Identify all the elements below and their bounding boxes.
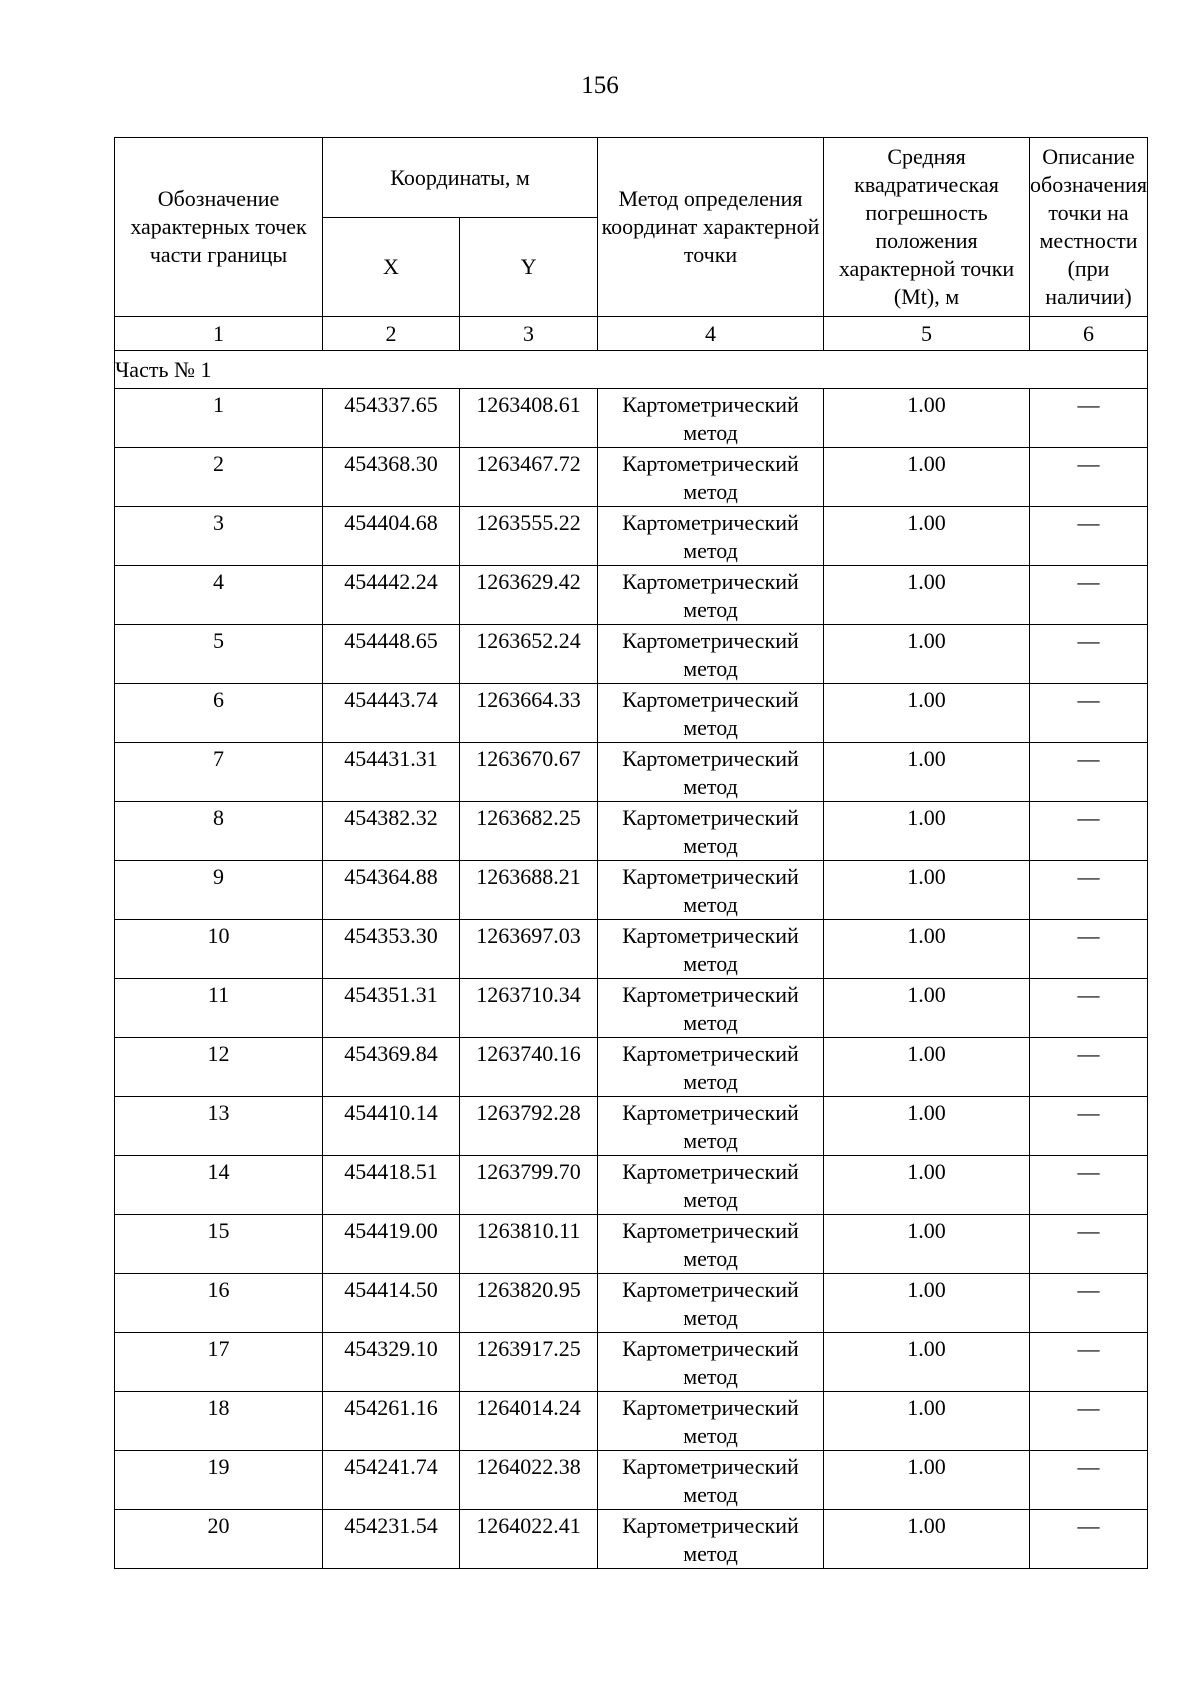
description-cell: — bbox=[1030, 1392, 1148, 1451]
x-coordinate-cell: 454329.10 bbox=[323, 1333, 460, 1392]
method-cell bbox=[598, 625, 824, 684]
y-coordinate-cell: 1264022.38 bbox=[460, 1451, 598, 1510]
method-line-2: метод bbox=[683, 479, 738, 504]
y-coordinate-cell: 1263697.03 bbox=[460, 920, 598, 979]
method-line-1: Картометрический bbox=[622, 1100, 799, 1125]
point-number-cell: 14 bbox=[115, 1156, 323, 1215]
column-number: 1 bbox=[115, 317, 323, 351]
description-cell: — bbox=[1030, 625, 1148, 684]
header-x: X bbox=[323, 218, 460, 317]
description-cell: — bbox=[1030, 861, 1148, 920]
x-coordinate-cell: 454231.54 bbox=[323, 1510, 460, 1569]
method-cell bbox=[598, 684, 824, 743]
method-line-1: Картометрический bbox=[622, 510, 799, 535]
description-cell: — bbox=[1030, 1333, 1148, 1392]
method-cell bbox=[598, 1097, 824, 1156]
point-number-cell: 15 bbox=[115, 1215, 323, 1274]
point-number-cell: 5 bbox=[115, 625, 323, 684]
method-line-1: Картометрический bbox=[622, 687, 799, 712]
table-row bbox=[115, 920, 1148, 979]
y-coordinate-cell: 1263810.11 bbox=[460, 1215, 598, 1274]
x-coordinate-cell: 454364.88 bbox=[323, 861, 460, 920]
header-error: Средняя квадратическая погрешность положения характерной точки (Mt), м bbox=[824, 138, 1030, 317]
x-coordinate-cell: 454418.51 bbox=[323, 1156, 460, 1215]
table-row bbox=[115, 1038, 1148, 1097]
point-number-cell: 2 bbox=[115, 448, 323, 507]
table-row bbox=[115, 566, 1148, 625]
error-cell: 1.00 bbox=[824, 802, 1030, 861]
method-line-1: Картометрический bbox=[622, 1395, 799, 1420]
method-cell bbox=[598, 1392, 824, 1451]
table-row bbox=[115, 979, 1148, 1038]
method-line-1: Картометрический bbox=[622, 1454, 799, 1479]
description-cell: — bbox=[1030, 389, 1148, 448]
coordinates-table bbox=[114, 137, 1148, 1569]
y-coordinate-cell: 1263710.34 bbox=[460, 979, 598, 1038]
error-cell: 1.00 bbox=[824, 1038, 1030, 1097]
method-line-1: Картометрический bbox=[622, 1159, 799, 1184]
y-coordinate-cell: 1263740.16 bbox=[460, 1038, 598, 1097]
table-row bbox=[115, 1215, 1148, 1274]
description-cell: — bbox=[1030, 1510, 1148, 1569]
error-cell: 1.00 bbox=[824, 1392, 1030, 1451]
method-line-1: Картометрический bbox=[622, 923, 799, 948]
point-number-cell: 19 bbox=[115, 1451, 323, 1510]
method-cell bbox=[598, 743, 824, 802]
method-line-2: метод bbox=[683, 1423, 738, 1448]
x-coordinate-cell: 454419.00 bbox=[323, 1215, 460, 1274]
column-number: 5 bbox=[824, 317, 1030, 351]
table-row bbox=[115, 389, 1148, 448]
method-cell bbox=[598, 389, 824, 448]
x-coordinate-cell: 454382.32 bbox=[323, 802, 460, 861]
method-line-1: Картометрический bbox=[622, 805, 799, 830]
point-number-cell: 6 bbox=[115, 684, 323, 743]
x-coordinate-cell: 454337.65 bbox=[323, 389, 460, 448]
method-line-2: метод bbox=[683, 420, 738, 445]
column-number-row bbox=[115, 317, 1148, 351]
method-line-1: Картометрический bbox=[622, 451, 799, 476]
error-cell: 1.00 bbox=[824, 920, 1030, 979]
method-line-2: метод bbox=[683, 656, 738, 681]
x-coordinate-cell: 454410.14 bbox=[323, 1097, 460, 1156]
point-number-cell: 4 bbox=[115, 566, 323, 625]
method-line-1: Картометрический bbox=[622, 628, 799, 653]
method-line-2: метод bbox=[683, 1187, 738, 1212]
method-line-2: метод bbox=[683, 951, 738, 976]
method-line-2: метод bbox=[683, 1305, 738, 1330]
method-cell bbox=[598, 1038, 824, 1097]
table-row bbox=[115, 1451, 1148, 1510]
header-y: Y bbox=[460, 218, 598, 317]
description-cell: — bbox=[1030, 684, 1148, 743]
description-cell: — bbox=[1030, 1156, 1148, 1215]
x-coordinate-cell: 454431.31 bbox=[323, 743, 460, 802]
method-cell bbox=[598, 1333, 824, 1392]
y-coordinate-cell: 1263652.24 bbox=[460, 625, 598, 684]
method-cell bbox=[598, 920, 824, 979]
column-number: 2 bbox=[323, 317, 460, 351]
description-cell: — bbox=[1030, 448, 1148, 507]
part-label: Часть № 1 bbox=[115, 351, 1148, 389]
error-cell: 1.00 bbox=[824, 1274, 1030, 1333]
method-line-2: метод bbox=[683, 597, 738, 622]
method-line-2: метод bbox=[683, 1069, 738, 1094]
method-cell bbox=[598, 861, 824, 920]
method-line-1: Картометрический bbox=[622, 1277, 799, 1302]
point-number-cell: 10 bbox=[115, 920, 323, 979]
table-row bbox=[115, 1274, 1148, 1333]
method-line-2: метод bbox=[683, 1246, 738, 1271]
x-coordinate-cell: 454414.50 bbox=[323, 1274, 460, 1333]
y-coordinate-cell: 1263408.61 bbox=[460, 389, 598, 448]
table-row bbox=[115, 507, 1148, 566]
method-line-1: Картометрический bbox=[622, 982, 799, 1007]
method-line-2: метод bbox=[683, 833, 738, 858]
column-number: 3 bbox=[460, 317, 598, 351]
description-cell: — bbox=[1030, 1097, 1148, 1156]
header-method: Метод определения координат характерной точки bbox=[598, 138, 824, 317]
point-number-cell: 7 bbox=[115, 743, 323, 802]
x-coordinate-cell: 454442.24 bbox=[323, 566, 460, 625]
method-cell bbox=[598, 507, 824, 566]
error-cell: 1.00 bbox=[824, 861, 1030, 920]
x-coordinate-cell: 454448.65 bbox=[323, 625, 460, 684]
error-cell: 1.00 bbox=[824, 1215, 1030, 1274]
y-coordinate-cell: 1263917.25 bbox=[460, 1333, 598, 1392]
error-cell: 1.00 bbox=[824, 1156, 1030, 1215]
point-number-cell: 20 bbox=[115, 1510, 323, 1569]
point-number-cell: 13 bbox=[115, 1097, 323, 1156]
y-coordinate-cell: 1264014.24 bbox=[460, 1392, 598, 1451]
table-row bbox=[115, 625, 1148, 684]
method-cell bbox=[598, 1451, 824, 1510]
error-cell: 1.00 bbox=[824, 389, 1030, 448]
method-cell bbox=[598, 448, 824, 507]
point-number-cell: 1 bbox=[115, 389, 323, 448]
y-coordinate-cell: 1263799.70 bbox=[460, 1156, 598, 1215]
description-cell: — bbox=[1030, 743, 1148, 802]
error-cell: 1.00 bbox=[824, 1097, 1030, 1156]
x-coordinate-cell: 454261.16 bbox=[323, 1392, 460, 1451]
header-description: Описание обозначения точки на местности (при наличии) bbox=[1030, 138, 1148, 317]
table-row bbox=[115, 1333, 1148, 1392]
y-coordinate-cell: 1263555.22 bbox=[460, 507, 598, 566]
point-number-cell: 9 bbox=[115, 861, 323, 920]
y-coordinate-cell: 1264022.41 bbox=[460, 1510, 598, 1569]
point-number-cell: 11 bbox=[115, 979, 323, 1038]
method-cell bbox=[598, 566, 824, 625]
x-coordinate-cell: 454353.30 bbox=[323, 920, 460, 979]
method-cell bbox=[598, 802, 824, 861]
method-cell bbox=[598, 1274, 824, 1333]
error-cell: 1.00 bbox=[824, 507, 1030, 566]
point-number-cell: 3 bbox=[115, 507, 323, 566]
table-row bbox=[115, 743, 1148, 802]
method-line-2: метод bbox=[683, 892, 738, 917]
description-cell: — bbox=[1030, 1274, 1148, 1333]
page-number: 156 bbox=[581, 72, 619, 99]
method-cell bbox=[598, 979, 824, 1038]
column-number: 6 bbox=[1030, 317, 1148, 351]
error-cell: 1.00 bbox=[824, 979, 1030, 1038]
method-line-1: Картометрический bbox=[622, 1218, 799, 1243]
method-line-1: Картометрический bbox=[622, 746, 799, 771]
method-cell bbox=[598, 1510, 824, 1569]
y-coordinate-cell: 1263467.72 bbox=[460, 448, 598, 507]
description-cell: — bbox=[1030, 802, 1148, 861]
table-row bbox=[115, 1097, 1148, 1156]
point-number-cell: 16 bbox=[115, 1274, 323, 1333]
description-cell: — bbox=[1030, 920, 1148, 979]
header-point-designation: Обозначение характерных точек части границы bbox=[115, 138, 323, 317]
method-line-2: метод bbox=[683, 1541, 738, 1566]
method-line-1: Картометрический bbox=[622, 864, 799, 889]
point-number-cell: 8 bbox=[115, 802, 323, 861]
x-coordinate-cell: 454241.74 bbox=[323, 1451, 460, 1510]
x-coordinate-cell: 454351.31 bbox=[323, 979, 460, 1038]
point-number-cell: 12 bbox=[115, 1038, 323, 1097]
method-line-2: метод bbox=[683, 1010, 738, 1035]
error-cell: 1.00 bbox=[824, 448, 1030, 507]
x-coordinate-cell: 454369.84 bbox=[323, 1038, 460, 1097]
method-line-1: Картометрический bbox=[622, 1513, 799, 1538]
point-number-cell: 18 bbox=[115, 1392, 323, 1451]
description-cell: — bbox=[1030, 1038, 1148, 1097]
method-line-1: Картометрический bbox=[622, 1041, 799, 1066]
description-cell: — bbox=[1030, 1451, 1148, 1510]
point-number-cell: 17 bbox=[115, 1333, 323, 1392]
error-cell: 1.00 bbox=[824, 743, 1030, 802]
error-cell: 1.00 bbox=[824, 1451, 1030, 1510]
method-line-2: метод bbox=[683, 715, 738, 740]
description-cell: — bbox=[1030, 979, 1148, 1038]
y-coordinate-cell: 1263688.21 bbox=[460, 861, 598, 920]
method-line-1: Картометрический bbox=[622, 392, 799, 417]
method-line-2: метод bbox=[683, 1364, 738, 1389]
y-coordinate-cell: 1263629.42 bbox=[460, 566, 598, 625]
header-coordinates: Координаты, м bbox=[323, 138, 598, 218]
method-line-2: метод bbox=[683, 1128, 738, 1153]
x-coordinate-cell: 454368.30 bbox=[323, 448, 460, 507]
table-row bbox=[115, 1510, 1148, 1569]
description-cell: — bbox=[1030, 507, 1148, 566]
error-cell: 1.00 bbox=[824, 1510, 1030, 1569]
table-row bbox=[115, 861, 1148, 920]
error-cell: 1.00 bbox=[824, 566, 1030, 625]
x-coordinate-cell: 454443.74 bbox=[323, 684, 460, 743]
y-coordinate-cell: 1263664.33 bbox=[460, 684, 598, 743]
y-coordinate-cell: 1263670.67 bbox=[460, 743, 598, 802]
column-number: 4 bbox=[598, 317, 824, 351]
method-line-1: Картометрический bbox=[622, 569, 799, 594]
description-cell: — bbox=[1030, 1215, 1148, 1274]
method-line-2: метод bbox=[683, 1482, 738, 1507]
description-cell: — bbox=[1030, 566, 1148, 625]
table-row bbox=[115, 1156, 1148, 1215]
method-line-1: Картометрический bbox=[622, 1336, 799, 1361]
error-cell: 1.00 bbox=[824, 625, 1030, 684]
table-row bbox=[115, 802, 1148, 861]
table-row bbox=[115, 1392, 1148, 1451]
y-coordinate-cell: 1263820.95 bbox=[460, 1274, 598, 1333]
error-cell: 1.00 bbox=[824, 1333, 1030, 1392]
y-coordinate-cell: 1263682.25 bbox=[460, 802, 598, 861]
method-cell bbox=[598, 1156, 824, 1215]
table-row bbox=[115, 684, 1148, 743]
method-line-2: метод bbox=[683, 774, 738, 799]
y-coordinate-cell: 1263792.28 bbox=[460, 1097, 598, 1156]
method-line-2: метод bbox=[683, 538, 738, 563]
error-cell: 1.00 bbox=[824, 684, 1030, 743]
method-cell bbox=[598, 1215, 824, 1274]
part-row bbox=[115, 351, 1148, 389]
x-coordinate-cell: 454404.68 bbox=[323, 507, 460, 566]
table-row bbox=[115, 448, 1148, 507]
